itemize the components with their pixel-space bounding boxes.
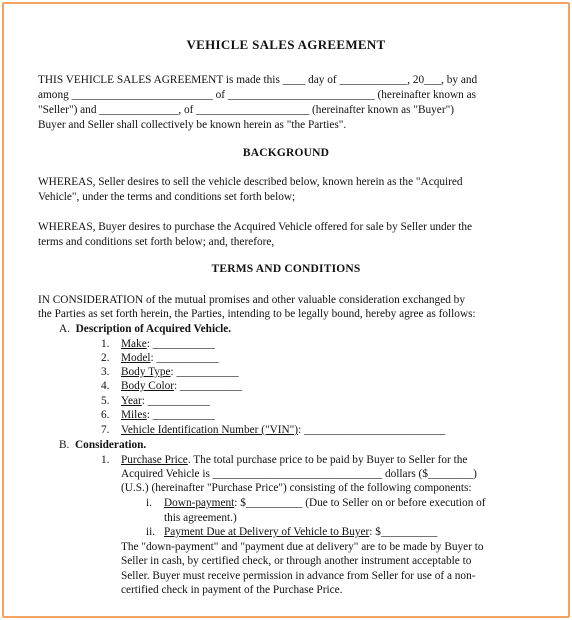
item-number: 1. (101, 338, 110, 350)
item-blank: : ___________ (146, 409, 215, 421)
section-b-heading (59, 438, 146, 453)
background-heading: BACKGROUND (242, 147, 330, 159)
terms-heading: TERMS AND CONDITIONS (211, 263, 361, 275)
item-blank: : ___________ (174, 380, 243, 392)
item-blank: : ___________ (170, 366, 239, 378)
vehicle-field-model (101, 351, 219, 366)
item-blank: : ___________ (141, 395, 210, 407)
purchase-price-label: Purchase Price (121, 454, 188, 466)
terms-line-2: the Parties as set forth herein, the Parties, intending to be legally bound, hereby agree as follows: (38, 308, 476, 320)
item-label: Miles (121, 409, 147, 421)
item-label: Vehicle Identification Number ("VIN") (121, 424, 299, 436)
intro-line-3: "Seller") and ______________, of ____________________ (hereinafter known as "Buyer") (38, 104, 454, 116)
background-p1-line-1: WHEREAS, Seller desires to sell the vehicle described below, known herein as the "Acquired (38, 176, 463, 188)
item-number: 4. (101, 380, 110, 392)
background-p2-line-1: WHEREAS, Buyer desires to purchase the Acquired Vehicle offered for sale by Seller under the (38, 221, 473, 233)
payment-para-line-4: certified check in payment of the Purchase Price. (121, 584, 343, 596)
purchase-price-text: . The total purchase price to be paid by Buyer to Seller for the (187, 454, 468, 466)
sub-item-number: i. (146, 497, 152, 509)
delivery-payment-label: Payment Due at Delivery of Vehicle to Buyer (164, 526, 370, 538)
item-label: Body Color (121, 380, 175, 392)
purchase-price-line-3: (U.S.) (hereinafter "Purchase Price") consisting of the following components: (121, 482, 472, 494)
vehicle-field-year (101, 394, 210, 409)
vehicle-field-make (101, 337, 215, 352)
payment-para-line-2: Seller in cash, by certified check, or through another instrument acceptable to (121, 555, 472, 567)
document-title: VEHICLE SALES AGREEMENT (186, 37, 386, 52)
item-number: 7. (101, 424, 110, 436)
down-payment-line-2: this agreement.) (164, 512, 237, 524)
intro-line-1: THIS VEHICLE SALES AGREEMENT is made this ____ day of ____________, 20___, by and (38, 74, 478, 86)
vehicle-field-body-type (101, 365, 239, 380)
page-border (2, 2, 570, 618)
payment-para-line-1: The "down-payment" and "payment due at delivery" are to be made by Buyer to (121, 541, 484, 553)
background-p1-line-2: Vehicle", under the terms and conditions set forth below; (38, 191, 296, 203)
vehicle-field-vin (101, 423, 445, 438)
item-label: Body Type (121, 366, 171, 378)
section-a-title: Description of Acquired Vehicle. (75, 323, 232, 335)
item-number: 6. (101, 409, 110, 421)
down-payment-label: Down-payment (164, 497, 235, 509)
terms-line-1: IN CONSIDERATION of the mutual promises and other valuable consideration exchanged by (38, 294, 465, 306)
item-label: Model (121, 352, 151, 364)
vehicle-field-miles (101, 408, 215, 423)
section-b-letter: B. (59, 439, 70, 451)
down-payment-text: : $__________ (Due to Seller on or before execution of (234, 497, 486, 509)
intro-line-4: Buyer and Seller shall collectively be known herein as "the Parties". (38, 119, 347, 131)
document (4, 4, 568, 616)
down-payment-line-1 (146, 496, 486, 511)
item-blank: : ___________ (150, 352, 219, 364)
item-blank: : ___________ (146, 338, 215, 350)
item-number: 3. (101, 366, 110, 378)
delivery-payment-text: : $__________ (369, 526, 438, 538)
payment-para-line-3: Seller. Buyer must receive permission in advance from Seller for use of a non- (121, 570, 476, 582)
item-number: 5. (101, 395, 110, 407)
delivery-payment-line (146, 525, 437, 540)
purchase-price-line-2: Acquired Vehicle is ______________________________ dollars ($________) (121, 468, 477, 480)
purchase-price-line-1 (101, 453, 467, 468)
section-b-title: Consideration. (75, 439, 147, 451)
item-number: 2. (101, 352, 110, 364)
item-label: Make (121, 338, 147, 350)
item-label: Year (121, 395, 142, 407)
vehicle-field-body-color (101, 379, 242, 394)
item-blank: : _________________________ (298, 424, 446, 436)
item-number: 1. (101, 454, 110, 466)
section-a-letter: A. (59, 323, 70, 335)
background-p2-line-2: terms and conditions set forth below; and, therefore, (38, 236, 275, 248)
section-a-heading (59, 322, 231, 337)
intro-line-2: among _________________________ of __________________________ (hereinafter known as (38, 89, 477, 101)
sub-item-number: ii. (146, 526, 156, 538)
